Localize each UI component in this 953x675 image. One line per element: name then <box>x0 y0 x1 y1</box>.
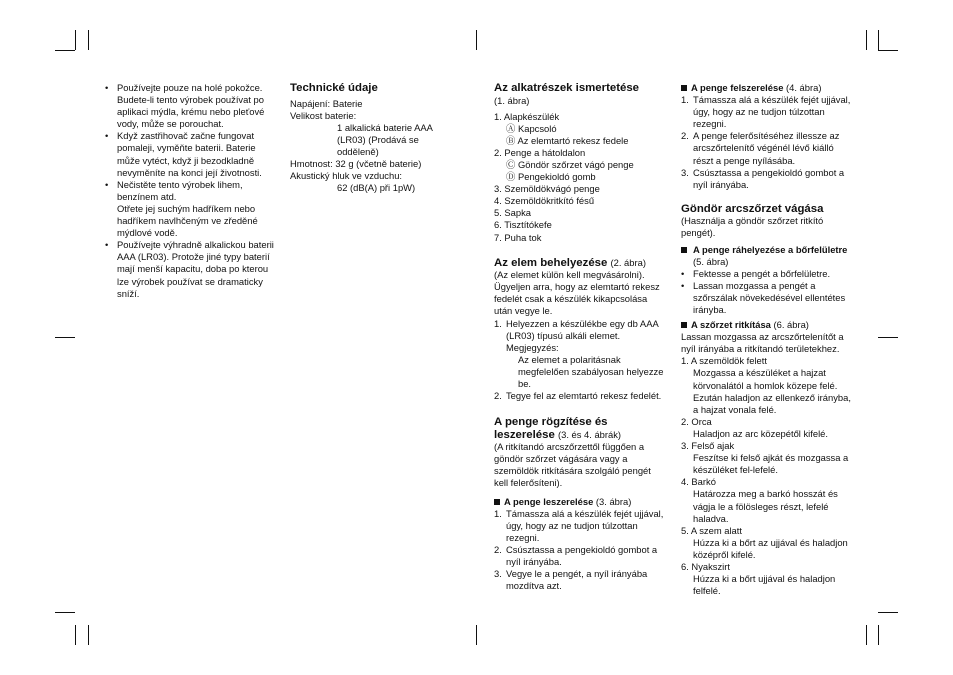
curly-title: Göndör arcszőrzet vágása <box>681 202 824 215</box>
crop-mark <box>878 337 898 338</box>
spec-weight: Hmotnost: 32 g (včetně baterie) <box>290 157 422 169</box>
step-text: Vegye le a pengét, a nyíl irányába mozdítva azt. <box>506 568 648 592</box>
step-text: Tegye fel az elemtartó rekesz fedelét. <box>506 390 662 402</box>
hungarian-column-right <box>681 82 853 597</box>
blade-title <box>494 416 666 441</box>
area-text: Húzza ki a bőrt az ujjával és haladjon középről kifelé. <box>693 536 848 560</box>
list-item: Ⓓ Pengekioldó gomb <box>506 171 596 183</box>
list-item: • Fektesse a pengét a bőrfelületre. <box>681 267 831 279</box>
step-text: Lassan mozgassa a pengét a szőrszálak növekedésével ellentétes irányba. <box>693 279 846 315</box>
curly-intro: (Használja a göndör szőrzet ritkító pengét). <box>681 215 824 239</box>
crop-mark <box>878 50 898 51</box>
step-text: Támassza alá a készülék fejét ujjával, úgy, hogy az ne tudjon túlzottan rezegni. <box>506 507 664 543</box>
list-item: 2. A penge felerősítéséhez illessze az arcszőrtelenítő végénél lévő kiálló részt a penge nyílásába. <box>681 130 840 166</box>
skin-title <box>681 244 853 268</box>
caution-text: Otřete jej suchým hadříkem nebo hadříkem navlhčeným ve zředěné mýdlové vodě. <box>117 202 258 239</box>
spec-noise <box>290 182 455 194</box>
area-title: 3. Felső ajak <box>681 440 735 452</box>
list-item: 3. Csúsztassa a pengekioldó gombot a nyíl irányába. <box>681 166 845 190</box>
list-item: • Lassan mozgassa a pengét a szőrszálak növekedésével ellentétes irányba. <box>681 279 846 315</box>
list-item: 6. Tisztítókefe <box>494 219 552 231</box>
step-text: A penge felerősítéséhez illessze az arcszőrtelenítő végénél lévő kiálló részt a penge nyílásába. <box>693 130 840 166</box>
battery-title-text: Az elem behelyezése <box>494 256 608 269</box>
list-item: • Když zastřihovač začne fungovat pomaleji, vyměňte baterii. Baterie může vytéct, když ji bezodkladně nevyměníte na konci její životnosti. <box>105 130 262 178</box>
crop-mark <box>88 30 89 50</box>
parts-ref: (1. ábra) <box>494 94 530 106</box>
parts-title: Az alkatrészek ismertetése <box>494 82 640 94</box>
list-item: 3. Szemöldökvágó penge <box>494 183 600 195</box>
thin-title <box>681 319 853 331</box>
list-item: 2. Tegye fel az elemtartó rekesz fedelét. <box>494 390 662 402</box>
thin-title-text: A szőrzet ritkítása <box>691 319 771 331</box>
list-item: Ⓐ Kapcsoló <box>506 122 557 134</box>
crop-mark <box>476 625 477 645</box>
list-item: Ⓒ Göndör szőrzet vágó penge <box>506 158 634 170</box>
list-item: 2. Csúsztassa a pengekioldó gombot a nyíl irányába. <box>494 543 658 567</box>
specifications-title: Technické údaje <box>290 82 378 94</box>
remove-ref: (3. ábra) <box>595 495 632 507</box>
spec-label: Napájení: <box>290 97 331 109</box>
area-text: Haladjon az arc közepétől kifelé. <box>693 427 828 439</box>
battery-note: (Az elemet külön kell megvásárolni). <box>494 269 645 281</box>
crop-mark <box>878 625 879 645</box>
square-bullet-icon <box>681 322 687 328</box>
list-item: 2. Penge a hátoldalon <box>494 146 586 158</box>
czech-cautions-column <box>105 82 275 300</box>
area-text: Mozgassa a készüléket a hajzat körvonalától a homlok közepe felé. Ezután haladjon az ellenkező irányba, a hajzat vonala felé. <box>693 367 851 415</box>
thin-intro: Lassan mozgassa az arcszőrtelenítőt a nyíl irányába a ritkítandó területekhez. <box>681 331 844 355</box>
parts-list <box>494 111 666 244</box>
area-text: Húzza ki a bőrt ujjával és haladjon felfelé. <box>693 573 836 597</box>
list-item: • Nečistěte tento výrobek lihem, benzínem atd. <box>105 178 243 202</box>
spec-noise-label: Akustický hluk ve vzduchu: <box>290 170 403 182</box>
list-item: 3. Vegye le a pengét, a nyíl irányába mozdítva azt. <box>494 568 648 592</box>
caution-text: Používejte pouze na holé pokožce. Budete-li tento výrobek používat po aplikaci mýdla, krému nebo pleťové vody, může se porouchat. <box>117 82 265 130</box>
battery-title <box>494 257 666 270</box>
step-text: Csúsztassa a pengekioldó gombot a nyíl irányába. <box>506 543 658 567</box>
crop-mark <box>55 50 75 51</box>
specifications-column <box>290 82 455 194</box>
square-bullet-icon <box>681 247 687 253</box>
attach-ref: (4. ábra) <box>786 82 822 93</box>
list-item: • Používejte výhradně alkalickou baterii AAA (LR03). Protože jiné typy baterií mají menší kapacitu, doba po kterou lze výrobek používat se dramaticky sníží. <box>105 239 274 299</box>
list-item: Ⓑ Az elemtartó rekesz fedele <box>506 134 629 146</box>
crop-mark <box>476 30 477 50</box>
list-item: 1. Helyezzen a készülékbe egy db AAA (LR03) típusú alkáli elemet. <box>494 317 659 341</box>
list-item: 4. Szemöldökritkító fésű <box>494 195 595 207</box>
areas-list <box>681 355 853 597</box>
battery-ref: (2. ábra) <box>610 256 646 268</box>
step-text: Fektesse a pengét a bőrfelületre. <box>693 267 831 279</box>
battery-intro: Ügyeljen arra, hogy az elemtartó rekesz fedelét csak a készülék kikapcsolása után vegye le. <box>494 281 660 317</box>
caution-text: Když zastřihovač začne fungovat pomaleji, vyměňte baterii. Baterie může vytéct, když ji bezodkladně nevyměníte na konci její životnosti. <box>117 130 262 178</box>
area-text: Határozza meg a barkó hosszát és vágja le a fölösleges részt, lefelé haladva. <box>693 488 838 524</box>
step-text: Csúsztassa a pengekioldó gombot a nyíl irányába. <box>693 166 845 190</box>
area-title: 2. Orca <box>681 415 712 427</box>
area-text: Feszítse ki felső ajkát és mozgassa a készüléket fel-lefelé. <box>693 452 849 476</box>
caution-text: Používejte výhradně alkalickou baterii AAA (LR03). Protože jiné typy baterií mají menší kapacitu, doba po kterou lze výrobek používat se dramaticky sníží. <box>117 239 274 299</box>
list-item: 1. Alapkészülék <box>494 110 560 122</box>
thin-ref: (6. ábra) <box>773 319 809 331</box>
remove-title <box>494 496 666 508</box>
step-text: Támassza alá a készülék fejét ujjával, úgy, hogy az ne tudjon túlzottan rezegni. <box>693 94 851 130</box>
list-item <box>105 203 275 239</box>
spec-value: 1 alkalická baterie AAA (LR03) (Prodává se odděleně) <box>337 121 433 157</box>
spec-battery-label: Velikost baterie: <box>290 109 357 121</box>
crop-mark <box>55 337 75 338</box>
area-title: 6. Nyakszirt <box>681 560 730 572</box>
hungarian-column-left <box>494 82 666 592</box>
crop-mark <box>75 625 76 645</box>
square-bullet-icon <box>494 499 500 505</box>
step-text: Helyezzen a készülékbe egy db AAA (LR03) típusú alkáli elemet. <box>506 317 659 341</box>
list-item: 1. Támassza alá a készülék fejét ujjával, úgy, hogy az ne tudjon túlzottan rezegni. <box>494 507 664 543</box>
crop-mark <box>866 625 867 645</box>
crop-mark <box>75 30 76 50</box>
list-item: 1. Támassza alá a készülék fejét ujjával, úgy, hogy az ne tudjon túlzottan rezegni. <box>681 94 851 130</box>
crop-mark <box>866 30 867 50</box>
blade-intro: (A ritkítandó arcszőrzettől függően a göndör szőrzet vágására vagy a szemöldök ritkítására szolgáló pengét kell felerősíteni). <box>494 441 651 489</box>
list-item: 5. Sapka <box>494 207 532 219</box>
blade-title-text: A penge rögzítése és leszerelése <box>494 416 608 441</box>
caution-text: Nečistěte tento výrobek lihem, benzínem atd. <box>117 178 243 202</box>
spec-battery <box>290 122 455 158</box>
crop-mark <box>55 612 75 613</box>
skin-ref: (5. ábra) <box>693 255 729 267</box>
attach-title-text: A penge felszerelése <box>691 82 784 93</box>
crop-mark <box>88 625 89 645</box>
spec-value: 62 (dB(A) při 1pW) <box>337 182 416 194</box>
area-title: 4. Barkó <box>681 476 716 488</box>
crop-mark <box>878 30 879 50</box>
blade-ref: (3. és 4. ábrák) <box>557 428 622 440</box>
spec-power <box>290 98 455 110</box>
note-label: Megjegyzés: <box>506 341 559 353</box>
list-item: • Používejte pouze na holé pokožce. Budete-li tento výrobek používat po aplikaci mýdla, krému nebo pleťové vody, může se porouchat. <box>105 82 265 130</box>
crop-mark <box>878 612 898 613</box>
area-title: 5. A szem alatt <box>681 524 742 536</box>
spec-value: Baterie <box>332 97 363 109</box>
note-text: Az elemet a polaritásnak megfelelően szabályosan helyezze be. <box>518 353 664 389</box>
remove-title-text: A penge leszerelése <box>504 495 594 507</box>
square-bullet-icon <box>681 85 687 91</box>
attach-title <box>681 82 853 94</box>
area-title: 1. A szemöldök felett <box>681 355 767 367</box>
list-item: 7. Puha tok <box>494 231 542 243</box>
skin-title-text: A penge ráhelyezése a bőrfelületre <box>693 243 848 255</box>
